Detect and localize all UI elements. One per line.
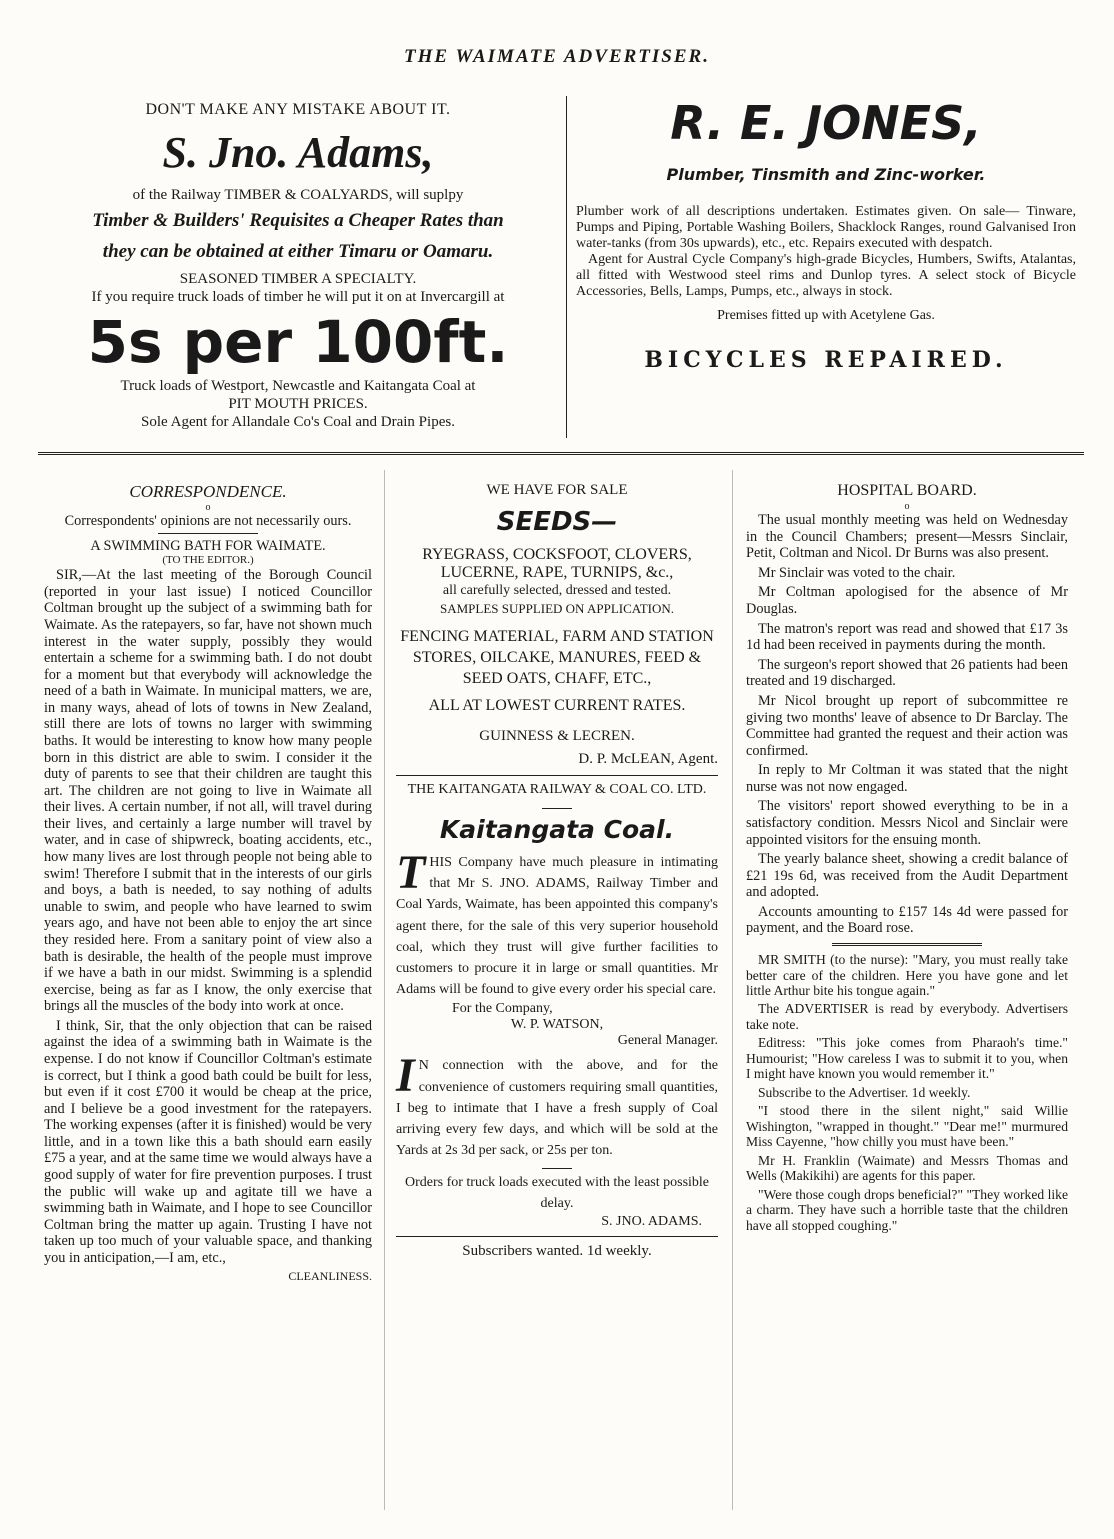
letter-para: SIR,—At the last meeting of the Borough Council (reported in your last issue) I noticed Councillor Coltman brought up the subject of a swimming bath for Waimate. As the ratepayers, so far, have not shown much interest in the water supply, possibly they would entertain a scheme for a swimming bath. I do not doubt for a moment but that everybody will acknowledge the need of a bath in Waimate. In municipal matters, we are, in many ways, ahead of lots of towns in New Zealand, still there are lots of towns no larger with swimming baths. It would be interesting to know how many people born in this district are able to swim. I consider it the duty of parents to see that their children are taught this art. The children are not going to live in Waimate all their lives. A certain number, if not all, will travel during their lives, and certainly a large number will travel by water, and in case of shipwreck, boating accidents, etc., how many lives are lost through people not being able to swim! Therefore I submit that in the interests of our girls and boys, a bath is needed, to say nothing of adults unable to swim, and people who have learned to swim years ago, and have not been able to enjoy the art since they resided here. From a sanitary point of view also a bath is desirable, the health of the people must improve if we have a bath in our midst. Swimming is a splendid exercise, being as far as I know, the only exercise that brings all the muscles of the body into work at once.	[44, 567, 372, 1015]
dropcap: I	[396, 1049, 415, 1103]
kaitangata-para2: N connection with the above, and for the convenience of customers requiring small quantities, I beg to intimate that I have a fresh supply of Coal arriving every few days, and which will be sold at the Yards at 2s 3d per sack, or 25s per ton.	[396, 1058, 718, 1159]
seeds-agent: D. P. McLEAN, Agent.	[578, 751, 718, 768]
seeds-firm: GUINNESS & LECREN.	[479, 727, 635, 744]
hospital-para: The matron's report was read and showed that £17 3s 1d had been received in payments during the month.	[746, 620, 1068, 654]
seeds-samples: SAMPLES SUPPLIED ON APPLICATION.	[439, 600, 675, 616]
adams-line8: PIT MOUTH PRICES.	[228, 396, 368, 413]
adams-line5: SEASONED TIMBER A SPECIALTY.	[179, 270, 417, 287]
divider	[396, 775, 718, 776]
ad-divider	[566, 96, 567, 438]
jones-bicycles: BICYCLES REPAIRED.	[644, 346, 1008, 373]
kaitangata-subscribers: Subscribers wanted. 1d weekly.	[462, 1242, 652, 1259]
divider	[542, 808, 572, 809]
correspondence-column	[44, 482, 372, 1283]
adams-advertisement	[38, 100, 558, 431]
hospital-para: In reply to Mr Coltman it was stated that the night nurse was not now engaged.	[746, 762, 1068, 795]
misc-para: Editress: "This joke comes from Pharaoh's time." Humourist; "How careless I was to submit it to you, when I might have known you would remember it."	[746, 1035, 1068, 1082]
jones-name: R. E. JONES,	[670, 96, 982, 150]
jones-body1: Plumber work of all descriptions undertaken. Estimates given. On sale— Tinware, Pumps and Piping, Portable Washing Boilers, Shacklock Ranges, round Galvanised Iron water-tanks (from 30s upwards), etc., etc. Repairs executed with despatch.	[576, 204, 1076, 252]
kaitangata-signer-title: General Manager.	[617, 1033, 718, 1049]
hospital-para: Mr Coltman apologised for the absence of Mr Douglas.	[746, 584, 1068, 618]
hospital-heading: HOSPITAL BOARD.	[837, 482, 977, 499]
kaitangata-for-company: For the Company,	[452, 1000, 553, 1016]
jones-advertisement	[576, 92, 1076, 373]
hospital-para: Accounts amounting to £157 14s 4d were passed for payment, and the Board rose.	[746, 903, 1068, 937]
adams-line4: they can be obtained at either Timaru or Oamaru.	[102, 240, 494, 262]
adams-line9: Sole Agent for Allandale Co's Coal and Drain Pipes.	[141, 414, 455, 431]
correspondence-ornament: o	[205, 501, 211, 513]
hospital-column	[746, 482, 1068, 1236]
seeds-line4: FENCING MATERIAL, FARM AND STATION STORES, OILCAKE, MANURES, FEED & SEED OATS, CHAFF, ETC.,	[400, 627, 714, 688]
misc-para: "Were those cough drops beneficial?" "They worked like a charm. They have such a horrible taste that the children have all stopped coughing."	[746, 1186, 1068, 1233]
misc-para: Mr H. Franklin (Waimate) and Messrs Thomas and Wells (Makikihi) are agents for this paper.	[746, 1152, 1068, 1184]
adams-line7: Truck loads of Westport, Newcastle and Kaitangata Coal at	[120, 378, 476, 395]
misc-para: Subscribe to the Advertiser. 1d weekly.	[758, 1084, 971, 1100]
dropcap: T	[396, 845, 426, 899]
adams-price: 5s per 100ft.	[87, 307, 509, 376]
kaitangata-title: Kaitangata Coal.	[439, 814, 675, 844]
kaitangata-company: THE KAITANGATA RAILWAY & COAL CO. LTD.	[407, 781, 707, 797]
jones-trade: Plumber, Tinsmith and Zinc-worker.	[666, 165, 986, 185]
kaitangata-orders: Orders for truck loads executed with the least possible delay.	[404, 1174, 710, 1211]
seeds-line5: ALL AT LOWEST CURRENT RATES.	[428, 697, 686, 715]
kaitangata-para1: HIS Company have much pleasure in intimating that Mr S. JNO. ADAMS, Railway Timber and Coal Yards, Waimate, has been appointed this company's agent there, for the sale of this very superior household coal, which they trust will give further facilities to customers to procure it in large or small quantities. Mr Adams will be found to give every order his special care.	[396, 854, 718, 998]
hospital-para: The visitors' report showed everything to be in a satisfactory condition. Messrs Nicol and Sinclair were appointed visitors for the ensuing month.	[746, 798, 1068, 848]
kaitangata-signer: W. P. WATSON,	[510, 1016, 604, 1032]
divider	[832, 943, 982, 946]
adams-line3: Timber & Builders' Requisites a Cheaper Rates than	[92, 209, 504, 231]
seeds-line2: LUCERNE, RAPE, TURNIPS, &c.,	[440, 564, 674, 582]
adams-name: S. Jno. Adams,	[162, 128, 434, 178]
misc-para: The ADVERTISER is read by everybody. Advertisers take note.	[746, 1001, 1068, 1032]
adams-line1: DON'T MAKE ANY MISTAKE ABOUT IT.	[145, 101, 451, 118]
correspondence-heading: CORRESPONDENCE.	[129, 482, 287, 501]
adams-line6: If you require truck loads of timber he will put it on at Invercargill at	[91, 288, 505, 305]
column-rule	[384, 470, 385, 1510]
hospital-para: The surgeon's report showed that 26 patients had been treated and 19 discharged.	[746, 656, 1068, 690]
hospital-ornament: o	[904, 500, 910, 512]
seeds-line3: all carefully selected, dressed and tested.	[442, 582, 672, 598]
seeds-title: SEEDS—	[496, 507, 618, 538]
divider	[396, 1236, 718, 1237]
seeds-line1: RYEGRASS, COCKSFOOT, CLOVERS,	[422, 545, 692, 563]
jones-body2: Agent for Austral Cycle Company's high-grade Bicycles, Humbers, Swifts, Atalantas, all fitted with Westwood steel rims and Dunlop tyres. A select stock of Bicycle Accessories, Bells, Lamps, Pumps, etc., always in stock.	[576, 252, 1076, 300]
hospital-para: The yearly balance sheet, showing a credit balance of £21 19s 6d, was received from the Audit Department and adopted.	[746, 851, 1068, 901]
kaitangata-adams: S. JNO. ADAMS.	[601, 1213, 702, 1229]
jones-gas: Premises fitted up with Acetylene Gas.	[717, 308, 935, 324]
letter-signature: CLEANLINESS.	[288, 1268, 372, 1283]
adams-line2: of the Railway TIMBER & COALYARDS, will suplpy	[132, 186, 464, 203]
divider	[542, 1168, 572, 1169]
misc-para: MR SMITH (to the nurse): "Mary, you must really take better care of the children. Here you have gone and let little Arthur bite his tongue again."	[746, 952, 1068, 998]
letter-to-editor: (TO THE EDITOR.)	[162, 554, 254, 567]
hospital-para: Mr Nicol brought up report of subcommittee re giving two months' leave of absence to Dr Barclay. The Committee had granted the request and their action was confirmed.	[746, 692, 1068, 759]
misc-para: "I stood there in the silent night," said Willie Wishington, "wrapped in thought." "Dear me!" murmured Miss Cayenne, "how chilly you must have been."	[746, 1103, 1068, 1150]
ads-column	[396, 482, 718, 1260]
hospital-para: The usual monthly meeting was held on Wednesday in the Council Chambers; present—Messrs Sinclair, Petit, Coltman and Nicol. Dr Burns was also present.	[746, 512, 1068, 562]
correspondence-disclaimer: Correspondents' opinions are not necessarily ours.	[64, 513, 352, 530]
column-rule	[732, 470, 733, 1510]
hospital-para: Mr Sinclair was voted to the chair.	[758, 564, 956, 581]
letter-title: A SWIMMING BATH FOR WAIMATE.	[90, 537, 326, 554]
masthead: THE WAIMATE ADVERTISER.	[404, 46, 710, 67]
seeds-intro: WE HAVE FOR SALE	[486, 482, 628, 498]
letter-para: I think, Sir, that the only objection that can be raised against the idea of a swimming bath in Waimate is the expense. I do not know if Councillor Coltman's estimate is correct, but I think a good bath could be built for less, but even if it cost £700 it would be cheap at the price, and I believe be a good investment for the ratepayers. The working expenses (after it is finished) would be very little, and in a town like this a bath should earn easily £75 a year, and at the same time we would always have a good supply of water for fire prevention purposes. I trust the public will wake up and agitate till we have a swimming bath in Waimate, and I hope to see Councillor Coltman bring the matter up again. Trusting I have not taken up too much of your valuable space, and thanking you in anticipation,—I am, etc.,	[44, 1017, 372, 1266]
divider	[158, 533, 258, 534]
section-divider	[38, 452, 1084, 455]
